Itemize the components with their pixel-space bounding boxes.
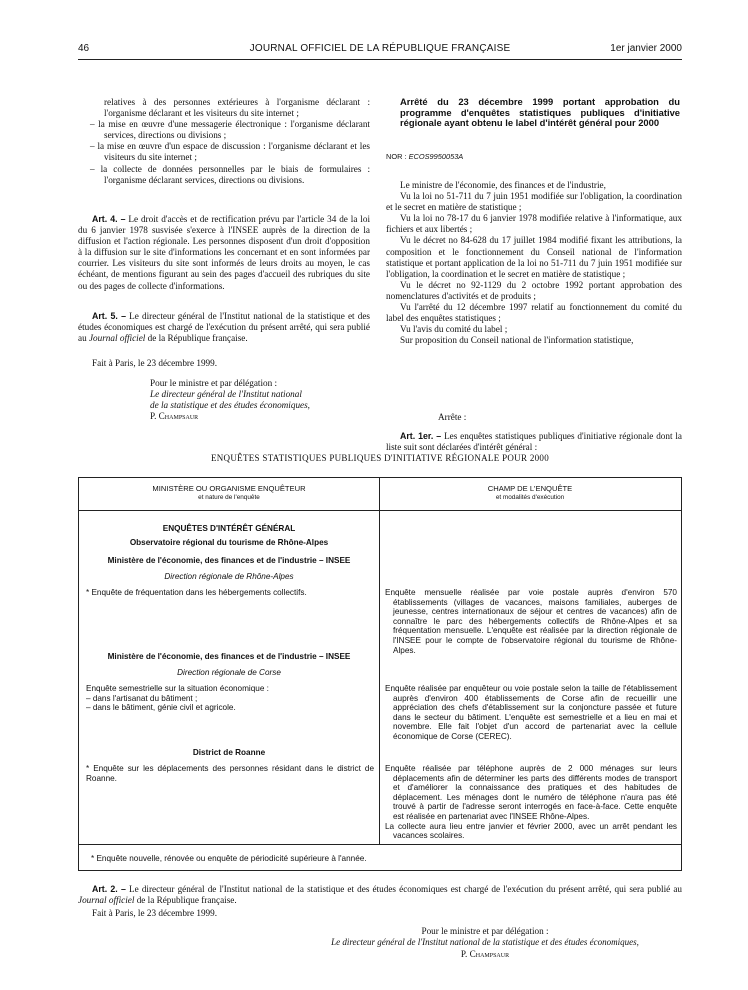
bottom-sig-name: P. Champsaur — [460, 948, 510, 959]
group3-field — [385, 764, 677, 841]
art2-text-b: de la République française. — [136, 895, 237, 906]
art4-label: Art. 4. – — [92, 214, 126, 224]
table-footnote: * Enquête nouvelle, rénovée ou enquête de périodicité supérieure à l'année. — [91, 854, 367, 863]
table-column-divider — [379, 478, 380, 844]
art1-label: Art. 1er. – — [400, 431, 442, 441]
art5-text-b: de la République française. — [147, 333, 248, 344]
arrete-line — [438, 412, 638, 423]
group2-survey-line1: Enquête semestrielle sur la situation économique : — [86, 684, 269, 693]
art2-text-a: Le directeur général de l'Institut national de la statistique et des études économiques est chargé de l'exécution du présent arrêté, qui sera publié au — [129, 884, 682, 894]
nor-label: NOR : — [386, 152, 407, 161]
group1-field-text: Enquête mensuelle réalisée par voie postale auprès d'environ 570 établissements (villages de vacances, maisons familiales, auberges de jeunesse, centres internationaux de séjour et centres de vacances) afin de connaître le parc des hébergements collectifs de Rhône-Alpes et sa fréquentation mensuelle. L'enquête est réalisée par la direction régionale de l'INSEE pour le compte de l'observatoire régional du tourisme de Rhône-Alpes. — [385, 588, 677, 655]
group3-field-text: Enquête réalisée par téléphone auprès de 2 000 ménages sur leurs déplacements afin de déterminer les parts des différents modes de transport et d'améliorer la connaissance des pratiques et des habitudes de déplacement. Les ménages dont le numéro de téléphone n'aura pas été trouvé à partir de l'adresse seront interrogés en face-à-face. Cette enquête est réalisée en partenariat avec l'INSEE Rhône-Alpes. — [385, 764, 677, 821]
left-sig-line1: Pour le ministre et par délégation : — [150, 378, 278, 388]
left-intro-1: relatives à des personnes extérieures à l'organisme déclarant : l'organisme déclarant et les visiteurs du site internet ; — [104, 97, 370, 119]
right-para-3: Vu la loi no 78-17 du 6 janvier 1978 modifiée relative à l'informatique, aux fichiers et aux libertés ; — [386, 213, 682, 235]
left-intro-4: – la collecte de données personnelles par le biais de formulaires : l'organisme déclarant services, directions ou divisions. — [90, 163, 370, 185]
page-header — [78, 43, 682, 59]
page-number: 46 — [78, 43, 90, 54]
table-header-rule — [79, 510, 681, 511]
journal-title: JOURNAL OFFICIEL DE LA RÉPUBLIQUE FRANÇAISE — [249, 43, 511, 54]
left-intro-2: – la mise en œuvre d'une messagerie électronique : l'organisme déclarant services, directions ou divisions ; — [90, 119, 370, 141]
right-title-block — [386, 97, 682, 129]
column-header-organism — [79, 484, 379, 502]
right-body — [386, 180, 682, 346]
article-2 — [78, 884, 682, 907]
issue-date: 1er janvier 2000 — [610, 43, 682, 54]
art5-journal: Journal officiel — [88, 333, 146, 344]
art2-journal: Journal officiel — [78, 895, 135, 906]
col1-header-sub: et nature de l'enquête — [198, 494, 260, 501]
left-fait-text: Fait à Paris, le 23 décembre 1999. — [92, 358, 218, 368]
article-4 — [78, 214, 370, 292]
art4-text: Le droit d'accès et de rectification prévu par l'article 34 de la loi du 6 janvier 1978 susvisée s'exerce à l'INSEE auprès de la direction de la diffusion et l'action régionale. Les personnes disposent d'un droit d'opposition à la diffusion sur le site d'informations les concernant et en sont informées par courrier. Les visiteurs du site sont informés de leurs droits au moyen, le cas échéant, de mentions figurant au sein des pages d'accueil des rubriques du site ou des pages de collecte d'informations. — [78, 214, 370, 291]
bottom-signature — [260, 926, 710, 960]
right-para-7: Vu l'avis du comité du label ; — [400, 324, 508, 335]
bottom-fait — [92, 908, 492, 919]
group1-survey: * Enquête de fréquentation dans les hébergements collectifs. — [86, 588, 307, 597]
group3-organism: District de Roanne — [192, 748, 266, 757]
left-intro-3: – la mise en œuvre d'un espace de discussion : l'organisme déclarant et les visiteurs du site internet ; — [90, 141, 370, 163]
arrete-text: Arrête : — [438, 412, 467, 422]
art1-text: Les enquêtes statistiques publiques d'initiative régionale dont la liste suit sont déclarées d'intérêt général : — [386, 431, 682, 453]
nor-line — [386, 151, 682, 162]
art5-label: Art. 5. – — [92, 311, 126, 321]
survey-table — [78, 477, 682, 871]
art2-label: Art. 2. – — [92, 884, 126, 894]
header-rule — [78, 59, 682, 60]
col1-header-text: MINISTÈRE OU ORGANISME ENQUÊTEUR — [152, 484, 306, 493]
group1-ministry: Ministère de l'économie, des finances et de l'industrie – INSEE — [107, 556, 351, 565]
group2-field-text: Enquête réalisée par enquêteur ou voie postale selon la taille de l'établissement auprès d'environ 400 établissements de Corse afin de recueillir une appréciation des chefs d'établissement sur la conjoncture passée et future dans le secteur du bâtiment. L'enquête est semestrielle et a lieu en mai et novembre. Elle fait l'objet d'un accord de partenariat avec la cellule économique de Corse (CEREC). — [385, 684, 677, 741]
article-5 — [78, 311, 370, 344]
left-sig-line3: de la statistique et des études économiques, — [150, 400, 310, 411]
art5-text-a: Le directeur général de l'Institut national de la statistique et des études économiques est chargé de l'exécution du présent arrêté, qui sera publié au — [78, 311, 370, 344]
group3-survey: * Enquête sur les déplacements des personnes résidant dans le district de Roanne. — [86, 764, 374, 783]
article-1 — [386, 431, 682, 453]
col2-header-text: CHAMP DE L'ENQUÊTE — [487, 484, 573, 493]
right-para-1: Le ministre de l'économie, des finances et de l'industrie, — [400, 180, 606, 190]
left-fait — [92, 358, 370, 369]
group2-survey-line3: – dans le bâtiment, génie civil et agricole. — [86, 703, 236, 713]
group1-field — [385, 588, 677, 655]
left-signature — [150, 378, 370, 422]
nor-code: ECOS9950053A — [408, 152, 464, 161]
column-header-field — [380, 484, 680, 502]
group1-direction: Direction régionale de Rhône-Alpes — [164, 572, 294, 581]
right-para-2: Vu la loi no 51-711 du 7 juin 1951 modifiée sur l'obligation, la coordination et le secret en matière de statistique ; — [386, 191, 682, 213]
group2-ministry: Ministère de l'économie, des finances et de l'industrie – INSEE — [107, 652, 351, 661]
right-para-4: Vu le décret no 84-628 du 17 juillet 1984 modifié fixant les attributions, la composition et le fonctionnement du Conseil national de l'information statistique et portant application de la loi no 51-711 du 7 juin 1951 modifiée sur l'obligation, la coordination et le secret en matière de statistique ; — [386, 235, 682, 279]
right-para-6: Vu l'arrêté du 12 décembre 1997 relatif au fonctionnement du comité du label des enquêtes statistiques ; — [386, 302, 682, 324]
left-column — [90, 97, 370, 186]
group1-organism: Observatoire régional du tourisme de Rhône-Alpes — [129, 538, 329, 547]
col2-header-sub: et modalités d'exécution — [495, 494, 565, 501]
bottom-sig-line1: Pour le ministre et par délégation : — [421, 926, 549, 936]
group3-field-extra: La collecte aura lieu entre janvier et février 2000, avec un arrêt pendant les vacances scolaires. — [385, 821, 677, 841]
table-title: ENQUÊTES STATISTIQUES PUBLIQUES D'INITIATIVE RÉGIONALE POUR 2000 — [210, 453, 550, 463]
group2-survey-line2: – dans l'artisanat du bâtiment ; — [86, 693, 198, 703]
bottom-sig-line2: Le directeur général de l'Institut national de la statistique et des études économiques, — [331, 937, 639, 948]
right-para-8: Sur proposition du Conseil national de l'information statistique, — [400, 335, 634, 346]
left-sig-name: P. Champsaur — [150, 411, 199, 422]
table-footer-rule — [79, 844, 681, 845]
bottom-fait-text: Fait à Paris, le 23 décembre 1999. — [92, 908, 218, 918]
left-sig-line2: Le directeur général de l'Institut national — [150, 389, 302, 400]
section-title: ENQUÊTES D'INTÉRÊT GÉNÉRAL — [162, 524, 296, 533]
right-para-5: Vu le décret no 92-1129 du 2 octobre 1992 portant approbation des nomenclatures d'activités et de produits ; — [386, 279, 682, 301]
group2-survey — [86, 684, 374, 713]
group2-field — [385, 684, 677, 742]
decree-title: Arrêté du 23 décembre 1999 portant approbation du programme d'enquêtes statistiques publiques d'initiative régionale ayant obtenu le label d'intérêt général pour 2000 — [400, 96, 680, 129]
group2-direction: Direction régionale de Corse — [177, 668, 281, 677]
